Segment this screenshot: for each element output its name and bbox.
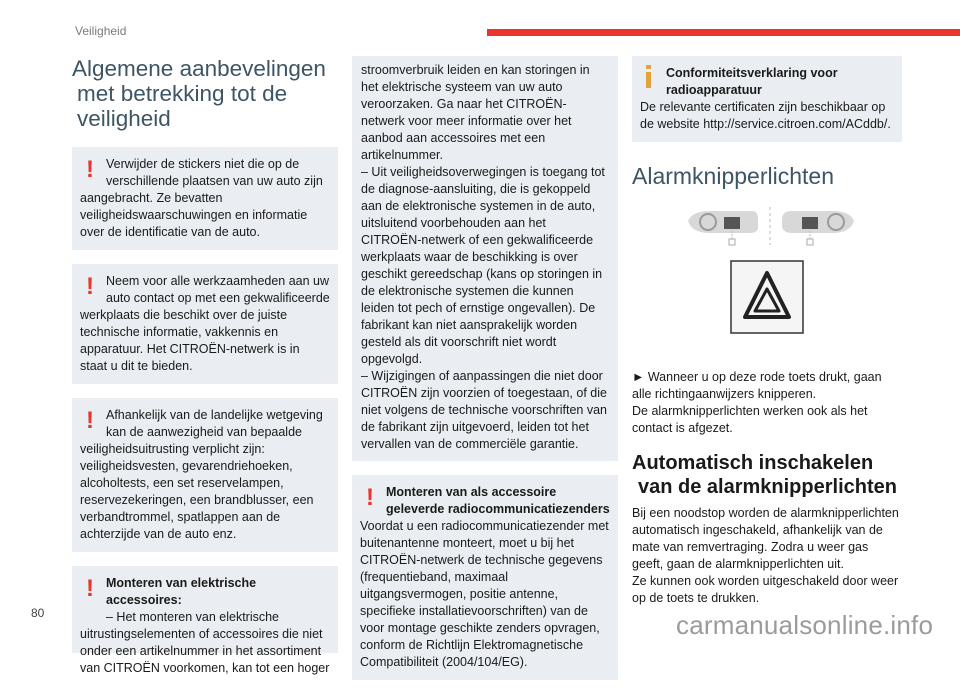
header-accent-bar (487, 29, 960, 36)
section-title: Veiligheid (75, 24, 127, 38)
column-3 (632, 56, 902, 607)
warning-box-workshop: ! Neem voor alle werkzaamheden aan uw auto contact op met een gekwalificeerde werkplaats die beschikt over de juiste technische informatie, vakkennis en apparatuur. Het CITROËN-netwerk is in staat u dit te bieden. (72, 264, 338, 384)
dashboard-left-icon (688, 211, 758, 245)
heading-hazard-lights: Alarmknipperlichten (632, 163, 834, 189)
hazard-switch-location-illustration (632, 201, 902, 361)
warning-box-continued: stroomverbruik leiden en kan storingen in het elektrische systeem van uw auto veroorzaken. Ga naar het CITROËN-netwerk voor meer informatie over het aanbod aan accessoires met een artikelnummer. – Uit veiligheidsoverwegingen is toegang tot de diagnose-aansluiting, die is gekoppeld aan de elektronische systemen in de auto, uitsluitend voorbehouden aan het CITROËN-netwerk of een gekwalificeerde werkplaats waar de beschikking is over geschikt gereedschap (kans op storingen in de elektronische systemen die kunnen leiden tot pech of ernstige ongevallen). De fabrikant kan niet aansprakelijk worden gesteld als dit voorschrift niet wordt opgevolgd. – Wijzigingen of aanpassingen die niet door CITROËN zijn voorzien of toegestaan, of die niet volgens de technische voorschriften van de fabrikant zijn uitgevoerd, leiden tot het vervallen van de commerciële garantie. (352, 56, 618, 461)
warning-icon: ! (86, 273, 94, 300)
column-1 (72, 56, 338, 675)
warning-box-electrical-accessories: ! Monteren van elektrische accessoires: – Het monteren van elektrische uitrustingselementen of accessoires die niet onder een artikelnummer in het assortiment van CITROËN voorkomen, kan tot een hoger (72, 566, 338, 653)
heading-automatic-activation: Automatisch inschakelen van de alarmknipperlichten (632, 452, 897, 498)
warning-icon: ! (86, 156, 94, 183)
warning-box-equipment: ! Afhankelijk van de landelijke wetgeving kan de aanwezigheid van bepaalde veiligheidsuitrusting verplicht zijn: veiligheidsvesten, gevarendriehoeken, alcoholtests, een set reservelampen, reservezekeringen, een brandblusser, een verbandtrommel, spatlappen aan de achterzijde van de auto enz. (72, 398, 338, 552)
automatic-paragraph-deactivate: Ze kunnen ook worden uitgeschakeld door weer op de toets te drukken. (632, 574, 899, 605)
column-2 (352, 56, 618, 694)
page-number: 80 (31, 606, 45, 620)
hazard-paragraph-press: ► Wanneer u op deze rode toets drukt, gaan alle richtingaanwijzers knipperen. (632, 370, 882, 401)
hazard-paragraph-ignition-off: De alarmknipperlichten werken ook als het contact is afgezet. (632, 404, 868, 435)
dashboard-right-icon (782, 211, 854, 245)
warning-box-stickers: ! Verwijder de stickers niet die op de verschillende plaatsen van uw auto zijn aangebracht. Ze bevatten veiligheidswaarschuwingen en informatie over de identificatie van de auto. (72, 147, 338, 250)
automatic-paragraph-braking: Bij een noodstop worden de alarmknipperlichten automatisch ingeschakeld, afhankelijk van de mate van remvertraging. Zodra u weer gas geeft, gaan de alarmknipperlichten uit. (632, 506, 899, 571)
heading-safety-recommendations: Algemene aanbevelingen met betrekking tot de veiligheid (72, 56, 326, 131)
warning-box-radio-transmitters: ! Monteren van als accessoire geleverde radiocommunicatiezenders Voordat u een radiocommunicatiezender met buitenantenne monteert, moet u bij het CITROËN-netwerk de technische gegevens (frequentieband, maximaal uitgangsvermogen, positie antenne, specifieke installatievoorschriften) van de voor montage geschikte zenders opvragen, conform de Richtlijn Elektromagnetische Compatibiliteit (2004/104/EG). (352, 475, 618, 680)
info-icon (645, 65, 652, 89)
watermark: carmanualsonline.info (676, 610, 934, 640)
warning-icon: ! (86, 407, 94, 434)
warning-icon: ! (86, 575, 94, 602)
info-box-radio-conformity: Conformiteitsverklaring voor radioapparatuur De relevante certificaten zijn beschikbaar op de website http://service.citroen.com/ACddb/. (632, 56, 902, 142)
hazard-button-icon (731, 261, 803, 333)
warning-icon: ! (366, 484, 374, 511)
